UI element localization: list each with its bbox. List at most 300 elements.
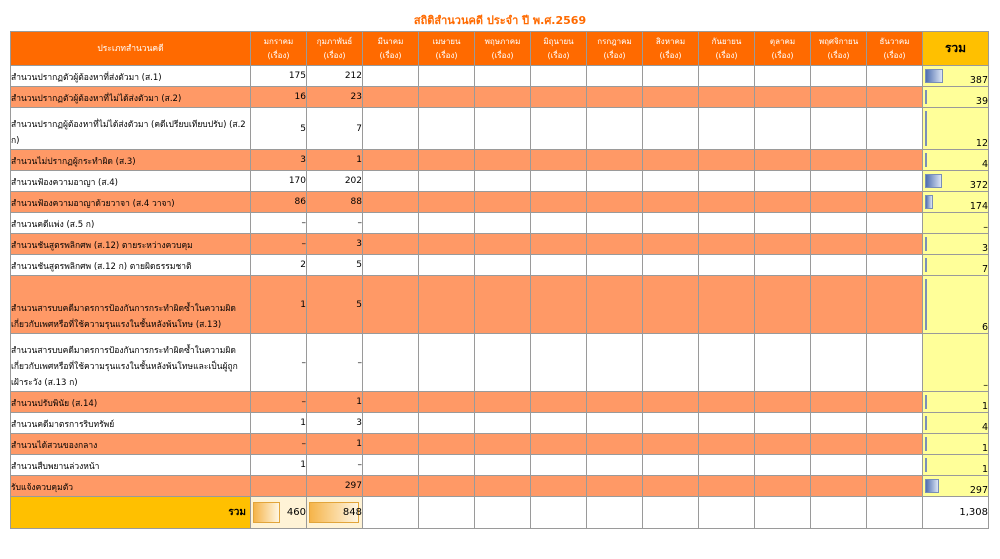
cell-feb: 5 bbox=[307, 255, 363, 276]
cell-feb: 3 bbox=[307, 234, 363, 255]
cell-feb: – bbox=[307, 455, 363, 476]
summary-cell bbox=[867, 497, 923, 529]
cell-empty bbox=[867, 413, 923, 434]
row-total-bar bbox=[925, 258, 927, 272]
table-row bbox=[11, 455, 989, 476]
cell-empty bbox=[419, 413, 475, 434]
summary-bar-jan bbox=[253, 502, 280, 523]
grand-total-cell: 1,308 bbox=[923, 497, 989, 529]
row-label: สำนวนฟ้องความอาญาด้วยวาจา (ส.4 วาจา) bbox=[11, 192, 251, 213]
month-header: ตุลาคม (เรื่อง) bbox=[755, 32, 811, 66]
cell-empty bbox=[699, 213, 755, 234]
month-header: สิงหาคม (เรื่อง) bbox=[643, 32, 699, 66]
row-total-value: – bbox=[983, 222, 988, 233]
cell-empty bbox=[643, 108, 699, 150]
cell-empty bbox=[419, 108, 475, 150]
cell-jan: – bbox=[251, 392, 307, 413]
cell-empty bbox=[811, 66, 867, 87]
cell-empty bbox=[643, 413, 699, 434]
row-total-value: 4 bbox=[981, 159, 988, 170]
cell-empty bbox=[587, 108, 643, 150]
month-header: พฤศจิกายน (เรื่อง) bbox=[811, 32, 867, 66]
cell-empty bbox=[363, 276, 419, 334]
cell-empty bbox=[475, 455, 531, 476]
cell-empty bbox=[867, 150, 923, 171]
cell-empty bbox=[755, 213, 811, 234]
row-total-bar bbox=[925, 195, 933, 209]
cell-empty bbox=[755, 476, 811, 497]
month-header: กุมภาพันธ์ (เรื่อง) bbox=[307, 32, 363, 66]
cell-empty bbox=[867, 392, 923, 413]
row-total bbox=[923, 171, 989, 192]
row-total-bar bbox=[925, 479, 939, 493]
row-total bbox=[923, 434, 989, 455]
cell-empty bbox=[587, 150, 643, 171]
row-total bbox=[923, 66, 989, 87]
cell-empty bbox=[643, 334, 699, 392]
cell-empty bbox=[587, 413, 643, 434]
cell-empty bbox=[755, 334, 811, 392]
row-total bbox=[923, 476, 989, 497]
table-row bbox=[11, 234, 989, 255]
cell-empty bbox=[867, 66, 923, 87]
cell-empty bbox=[475, 171, 531, 192]
month-header: กันยายน (เรื่อง) bbox=[699, 32, 755, 66]
row-label: สำนวนคดีมาตรการริบทรัพย์ bbox=[11, 413, 251, 434]
cell-empty bbox=[811, 234, 867, 255]
cell-empty bbox=[419, 455, 475, 476]
cell-jan: 16 bbox=[251, 87, 307, 108]
cell-empty bbox=[643, 234, 699, 255]
cell-empty bbox=[867, 87, 923, 108]
cell-empty bbox=[811, 334, 867, 392]
summary-row bbox=[11, 497, 989, 529]
cell-empty bbox=[587, 392, 643, 413]
cell-empty bbox=[755, 455, 811, 476]
cell-empty bbox=[587, 455, 643, 476]
cell-empty bbox=[531, 434, 587, 455]
cell-empty bbox=[867, 234, 923, 255]
row-total-bar bbox=[925, 416, 927, 430]
cell-empty bbox=[699, 192, 755, 213]
row-total-value: 372 bbox=[969, 180, 988, 191]
cell-empty bbox=[475, 66, 531, 87]
row-label: สำนวนสืบพยานล่วงหน้า bbox=[11, 455, 251, 476]
cell-empty bbox=[419, 234, 475, 255]
row-label: สำนวนได้สวนของกลาง bbox=[11, 434, 251, 455]
cell-feb: 202 bbox=[307, 171, 363, 192]
row-total-value: 39 bbox=[975, 96, 988, 107]
row-label: สำนวนคดีแพ่ง (ส.5 ก) bbox=[11, 213, 251, 234]
table-row bbox=[11, 213, 989, 234]
cell-empty bbox=[755, 66, 811, 87]
cell-empty bbox=[531, 108, 587, 150]
cell-empty bbox=[699, 87, 755, 108]
cell-empty bbox=[419, 476, 475, 497]
cell-jan: 5 bbox=[251, 108, 307, 150]
cell-empty bbox=[811, 150, 867, 171]
table-row bbox=[11, 334, 989, 392]
summary-cell bbox=[699, 497, 755, 529]
cell-jan: 2 bbox=[251, 255, 307, 276]
month-header: ธันวาคม (เรื่อง) bbox=[867, 32, 923, 66]
cell-empty bbox=[755, 392, 811, 413]
row-total bbox=[923, 334, 989, 392]
page-title: สถิติสำนวนคดี ประจำ ปี พ.ศ.2569 bbox=[413, 14, 587, 27]
cell-empty bbox=[755, 150, 811, 171]
cell-empty bbox=[867, 476, 923, 497]
cell-empty bbox=[531, 213, 587, 234]
cell-jan: 1 bbox=[251, 276, 307, 334]
cell-feb: 88 bbox=[307, 192, 363, 213]
row-total-value: 1 bbox=[981, 401, 988, 412]
cell-empty bbox=[811, 476, 867, 497]
month-header: พฤษภาคม (เรื่อง) bbox=[475, 32, 531, 66]
cell-empty bbox=[811, 392, 867, 413]
table-row bbox=[11, 255, 989, 276]
cell-empty bbox=[699, 171, 755, 192]
summary-cell bbox=[755, 497, 811, 529]
row-label: สำนวนสารบบคดีมาตรการป้องกันการกระทำผิดซ้ำในความผิดเกี่ยวกับเพศหรือที่ใช้ความรุนแรงในชั้นหลังพ้นโทษ (ส.13) bbox=[11, 276, 251, 334]
cell-empty bbox=[475, 150, 531, 171]
cell-empty bbox=[643, 455, 699, 476]
statistics-table bbox=[10, 31, 989, 529]
cell-empty bbox=[867, 255, 923, 276]
cell-feb: 7 bbox=[307, 108, 363, 150]
row-total bbox=[923, 150, 989, 171]
cell-empty bbox=[811, 108, 867, 150]
cell-empty bbox=[363, 392, 419, 413]
summary-cell bbox=[587, 497, 643, 529]
cell-empty bbox=[699, 276, 755, 334]
cell-empty bbox=[699, 255, 755, 276]
cell-empty bbox=[531, 276, 587, 334]
cell-empty bbox=[531, 392, 587, 413]
cell-empty bbox=[699, 66, 755, 87]
summary-cell bbox=[643, 497, 699, 529]
cell-empty bbox=[587, 213, 643, 234]
row-total bbox=[923, 413, 989, 434]
cell-empty bbox=[755, 87, 811, 108]
cell-empty bbox=[531, 255, 587, 276]
row-total-value: – bbox=[983, 380, 988, 391]
row-total-bar bbox=[925, 153, 927, 167]
table-row bbox=[11, 108, 989, 150]
cell-empty bbox=[419, 434, 475, 455]
table-row bbox=[11, 434, 989, 455]
cell-empty bbox=[643, 150, 699, 171]
table-row bbox=[11, 87, 989, 108]
cell-jan: 175 bbox=[251, 66, 307, 87]
cell-empty bbox=[475, 476, 531, 497]
header-row bbox=[11, 32, 989, 66]
cell-empty bbox=[587, 234, 643, 255]
row-total-bar bbox=[925, 174, 942, 188]
cell-empty bbox=[363, 255, 419, 276]
row-total-value: 174 bbox=[969, 201, 988, 212]
cell-empty bbox=[867, 108, 923, 150]
cell-empty bbox=[643, 255, 699, 276]
row-total bbox=[923, 213, 989, 234]
cell-empty bbox=[419, 87, 475, 108]
cell-empty bbox=[419, 255, 475, 276]
row-label: สำนวนไม่ปรากฏผู้กระทำผิด (ส.3) bbox=[11, 150, 251, 171]
cell-feb: – bbox=[307, 213, 363, 234]
month-header: กรกฎาคม (เรื่อง) bbox=[587, 32, 643, 66]
cell-feb: 1 bbox=[307, 150, 363, 171]
row-total-bar bbox=[925, 90, 927, 104]
row-total-bar bbox=[925, 279, 927, 330]
cell-empty bbox=[531, 455, 587, 476]
cell-empty bbox=[755, 171, 811, 192]
cell-empty bbox=[867, 455, 923, 476]
row-total-value: 4 bbox=[981, 422, 988, 433]
cell-empty bbox=[755, 434, 811, 455]
cell-feb: 1 bbox=[307, 434, 363, 455]
cell-empty bbox=[811, 255, 867, 276]
row-label: รับแจ้งควบคุมตัว bbox=[11, 476, 251, 497]
cell-empty bbox=[699, 455, 755, 476]
cell-empty bbox=[587, 87, 643, 108]
cell-empty bbox=[811, 413, 867, 434]
row-total bbox=[923, 392, 989, 413]
cell-empty bbox=[363, 213, 419, 234]
cell-empty bbox=[699, 108, 755, 150]
table-row bbox=[11, 413, 989, 434]
cell-empty bbox=[587, 66, 643, 87]
cell-empty bbox=[531, 87, 587, 108]
cell-jan: 1 bbox=[251, 413, 307, 434]
row-total-bar bbox=[925, 458, 927, 472]
cell-empty bbox=[475, 413, 531, 434]
cell-empty bbox=[363, 476, 419, 497]
cell-empty bbox=[363, 171, 419, 192]
row-total bbox=[923, 276, 989, 334]
cell-empty bbox=[531, 171, 587, 192]
cell-empty bbox=[699, 434, 755, 455]
cell-empty bbox=[363, 150, 419, 171]
cell-empty bbox=[699, 334, 755, 392]
cell-empty bbox=[643, 192, 699, 213]
table-row bbox=[11, 192, 989, 213]
cell-empty bbox=[699, 234, 755, 255]
cell-empty bbox=[587, 476, 643, 497]
cell-empty bbox=[475, 192, 531, 213]
summary-cell-jan: 460 bbox=[251, 497, 307, 529]
row-total-value: 387 bbox=[969, 75, 988, 86]
cell-empty bbox=[587, 276, 643, 334]
cell-empty bbox=[475, 392, 531, 413]
cell-empty bbox=[811, 455, 867, 476]
row-total-bar bbox=[925, 69, 943, 83]
row-label: สำนวนชันสูตรพลิกศพ (ส.12 ก) ตายผิดธรรมชาติ bbox=[11, 255, 251, 276]
row-label: สำนวนชันสูตรพลิกศพ (ส.12) ตายระหว่างควบคุม bbox=[11, 234, 251, 255]
cell-empty bbox=[811, 434, 867, 455]
table-row bbox=[11, 276, 989, 334]
month-header: เมษายน (เรื่อง) bbox=[419, 32, 475, 66]
row-total bbox=[923, 87, 989, 108]
row-total bbox=[923, 192, 989, 213]
cell-empty bbox=[475, 87, 531, 108]
cell-empty bbox=[867, 434, 923, 455]
summary-cell bbox=[811, 497, 867, 529]
table-row bbox=[11, 150, 989, 171]
cell-empty bbox=[363, 455, 419, 476]
cell-empty bbox=[755, 108, 811, 150]
cell-empty bbox=[867, 213, 923, 234]
cell-empty bbox=[811, 276, 867, 334]
row-total bbox=[923, 255, 989, 276]
cell-empty bbox=[643, 171, 699, 192]
cell-empty bbox=[419, 66, 475, 87]
cell-empty bbox=[755, 234, 811, 255]
cell-empty bbox=[363, 192, 419, 213]
cell-feb: 3 bbox=[307, 413, 363, 434]
cell-empty bbox=[587, 192, 643, 213]
row-total-bar bbox=[925, 111, 927, 146]
table-row bbox=[11, 171, 989, 192]
row-total-bar bbox=[925, 395, 927, 409]
cell-jan: – bbox=[251, 213, 307, 234]
row-total-bar bbox=[925, 237, 927, 251]
row-total-value: 1 bbox=[981, 443, 988, 454]
cell-empty bbox=[755, 255, 811, 276]
summary-cell-feb: 848 bbox=[307, 497, 363, 529]
cell-empty bbox=[755, 413, 811, 434]
row-total bbox=[923, 234, 989, 255]
cell-empty bbox=[475, 108, 531, 150]
cell-empty bbox=[867, 192, 923, 213]
cell-empty bbox=[643, 434, 699, 455]
row-total-value: 3 bbox=[981, 243, 988, 254]
summary-cell bbox=[419, 497, 475, 529]
row-label: สำนวนสารบบคดีมาตรการป้องกันการกระทำผิดซ้ำในความผิดเกี่ยวกับเพศหรือที่ใช้ความรุนแรงในชั้นหลังพ้นโทษและเป็นผู้ถูกเฝ้าระวัง (ส.13 ก) bbox=[11, 334, 251, 392]
cell-empty bbox=[419, 392, 475, 413]
cell-empty bbox=[867, 171, 923, 192]
cell-empty bbox=[755, 276, 811, 334]
cell-feb: 297 bbox=[307, 476, 363, 497]
cell-jan: 1 bbox=[251, 455, 307, 476]
cell-empty bbox=[643, 276, 699, 334]
cell-empty bbox=[699, 150, 755, 171]
cell-empty bbox=[643, 66, 699, 87]
row-total-value: 12 bbox=[975, 138, 988, 149]
row-label: สำนวนปรากฏตัวผู้ต้องหาที่ส่งตัวมา (ส.1) bbox=[11, 66, 251, 87]
cell-empty bbox=[531, 234, 587, 255]
cell-empty bbox=[643, 392, 699, 413]
summary-cell bbox=[531, 497, 587, 529]
cell-empty bbox=[475, 234, 531, 255]
cell-empty bbox=[419, 213, 475, 234]
total-header: รวม bbox=[923, 32, 989, 66]
month-header: มีนาคม (เรื่อง) bbox=[363, 32, 419, 66]
cell-empty bbox=[363, 87, 419, 108]
row-total-bar bbox=[925, 437, 927, 451]
cell-jan: 86 bbox=[251, 192, 307, 213]
cell-empty bbox=[419, 276, 475, 334]
cell-feb: 5 bbox=[307, 276, 363, 334]
summary-cell bbox=[363, 497, 419, 529]
cell-empty bbox=[699, 476, 755, 497]
cell-feb: 1 bbox=[307, 392, 363, 413]
table-row bbox=[11, 392, 989, 413]
cell-empty bbox=[531, 66, 587, 87]
row-total-value: 7 bbox=[981, 264, 988, 275]
cell-empty bbox=[419, 192, 475, 213]
cell-empty bbox=[363, 413, 419, 434]
cell-empty bbox=[643, 213, 699, 234]
cell-empty bbox=[419, 150, 475, 171]
summary-label: รวม bbox=[11, 497, 251, 529]
cell-empty bbox=[363, 334, 419, 392]
cell-empty bbox=[531, 150, 587, 171]
cell-empty bbox=[643, 87, 699, 108]
cell-empty bbox=[811, 171, 867, 192]
cell-empty bbox=[419, 171, 475, 192]
cell-empty bbox=[475, 276, 531, 334]
cell-empty bbox=[811, 192, 867, 213]
cell-jan: – bbox=[251, 434, 307, 455]
cell-empty bbox=[587, 171, 643, 192]
cell-feb: 212 bbox=[307, 66, 363, 87]
month-header: มิถุนายน (เรื่อง) bbox=[531, 32, 587, 66]
cell-jan: – bbox=[251, 334, 307, 392]
cell-empty bbox=[475, 334, 531, 392]
cell-jan bbox=[251, 476, 307, 497]
cell-empty bbox=[699, 392, 755, 413]
table-row bbox=[11, 476, 989, 497]
cell-feb: – bbox=[307, 334, 363, 392]
row-total-value: 6 bbox=[981, 322, 988, 333]
cell-jan: – bbox=[251, 234, 307, 255]
cell-empty bbox=[643, 476, 699, 497]
row-label: สำนวนฟ้องความอาญา (ส.4) bbox=[11, 171, 251, 192]
cell-feb: 23 bbox=[307, 87, 363, 108]
cell-empty bbox=[363, 108, 419, 150]
row-label: สำนวนปรากฏตัวผู้ต้องหาที่ไม่ได้ส่งตัวมา (ส.2) bbox=[11, 87, 251, 108]
cell-empty bbox=[867, 334, 923, 392]
cell-empty bbox=[531, 192, 587, 213]
cell-empty bbox=[867, 276, 923, 334]
cell-empty bbox=[587, 334, 643, 392]
row-label: สำนวนปรับพินัย (ส.14) bbox=[11, 392, 251, 413]
category-header: ประเภทสำนวนคดี bbox=[11, 32, 251, 66]
cell-empty bbox=[531, 476, 587, 497]
cell-empty bbox=[755, 192, 811, 213]
cell-empty bbox=[811, 87, 867, 108]
cell-empty bbox=[419, 334, 475, 392]
cell-empty bbox=[699, 413, 755, 434]
month-header: มกราคม (เรื่อง) bbox=[251, 32, 307, 66]
cell-empty bbox=[363, 66, 419, 87]
row-total bbox=[923, 455, 989, 476]
row-label: สำนวนปรากฏผู้ต้องหาที่ไม่ได้ส่งตัวมา (คดีเปรียบเทียบปรับ) (ส.2 ก) bbox=[11, 108, 251, 150]
cell-empty bbox=[363, 234, 419, 255]
summary-cell bbox=[475, 497, 531, 529]
cell-empty bbox=[811, 213, 867, 234]
cell-empty bbox=[475, 213, 531, 234]
cell-jan: 170 bbox=[251, 171, 307, 192]
row-total-value: 297 bbox=[969, 485, 988, 496]
cell-empty bbox=[531, 413, 587, 434]
cell-jan: 3 bbox=[251, 150, 307, 171]
cell-empty bbox=[363, 434, 419, 455]
table-row bbox=[11, 66, 989, 87]
cell-empty bbox=[587, 255, 643, 276]
row-total-value: 1 bbox=[981, 464, 988, 475]
cell-empty bbox=[475, 255, 531, 276]
cell-empty bbox=[475, 434, 531, 455]
